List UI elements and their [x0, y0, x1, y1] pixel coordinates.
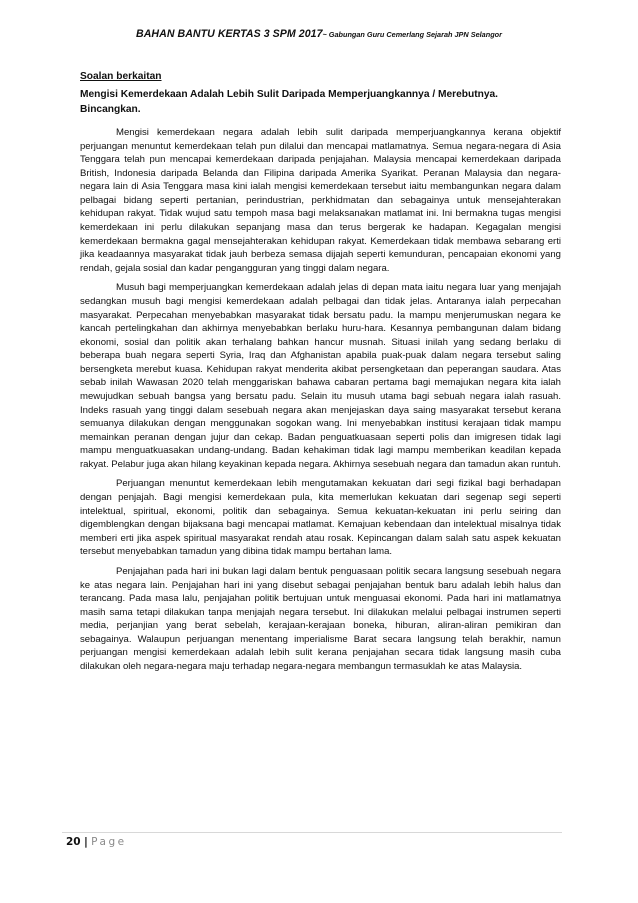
- page-label: Page: [91, 836, 127, 848]
- footer-divider: [62, 832, 562, 833]
- page-footer: [66, 836, 127, 848]
- header-subtitle: ~ Gabungan Guru Cemerlang Sejarah JPN Selangor: [322, 30, 502, 39]
- section-label: Soalan berkaitan: [80, 71, 162, 82]
- document-body: [80, 70, 561, 680]
- paragraph-3: Perjuangan menuntut kemerdekaan lebih mengutamakan kekuatan dari segi fizikal bagi berhadapan dengan penjajah. Bagi mengisi kemerdekaan pula, kita memerlukan kekuatan dari segenap segi seperti intelektual, spiritual, ekonomi, politik dan sebagainya. Semua kekuatan-kekuatan ini perlu seiring dan digemblengkan dengan bijaksana bagi mencapai matlamat. Kemajuan kebendaan dan intelektual misalnya tidak memberi erti jika aspek spiritual masyarakat rendah atau rosak. Kepincangan dalam salah satu aspek kekuatan tersebut menyebabkan tamadun yang dibina tidak mampu bertahan lama.: [80, 478, 561, 558]
- paragraph-4: Penjajahan pada hari ini bukan lagi dalam bentuk penguasaan politik secara langsung sesebuah negara ke atas negara lain. Penjajahan hari ini yang disebut sebagai penjajahan bentuk baru adalah lebih halus dan terancang. Pada masa lalu, penjajahan politik bertujuan untuk menguasai ekonomi. Pada hari ini matlamatnya masih sama tetapi dilakukan tanpa menjajah negara tersebut. Ini dilakukan melalui pelbagai instrumen seperti media, perjanjian yang berat sebelah, kerajaan-kerajaan boneka, hiburan, aliran-aliran pemikiran dan sebagainya. Walaupun perjuangan menentang imperialisme Barat secara langsung telah berakhir, namun perjuangan mengisi kemerdekaan adalah lebih sulit kerana penjajahan secara tidak langsung masih cuba dilakukan oleh negara-negara maju terhadap negara-negara membangun termasuklah ke atas Malaysia.: [80, 565, 561, 672]
- header-title: BAHAN BANTU KERTAS 3 SPM 2017: [136, 28, 323, 40]
- page-header: [0, 24, 638, 42]
- footer-separator: |: [83, 836, 88, 848]
- paragraph-2: Musuh bagi memperjuangkan kemerdekaan adalah jelas di depan mata iaitu negara luar yang menjajah sedangkan musuh bagi mengisi kemerdekaan adalah pelbagai dan tidak jelas. Antaranya ialah perpecahan masyarakat. Perpecahan menyebabkan masyarakat tidak bersatu padu. Ia mampu menjerumuskan negara ke kancah pertelingkahan dan akhirnya menyebabkan berlaku huru-hara. Kesannya pembangunan dalam bidang ekonomi, sosial dan politik akan terhalang bahkan hancur musnah. Situasi inilah yang sedang berlaku di beberapa buah negara seperti Syria, Iraq dan Afghanistan apabila puak-puak dalam negara tersebut saling bersengketa merebut kuasa. Kehidupan rakyat menderita akibat persengketaan dan peperangan saudara. Atas sebab inilah Wawasan 2020 telah menggariskan bahawa cabaran pertama bagi memajukan negara kita ialah mewujudkan sebuah bangsa yang bersatu padu. Selain itu musuh utama bagi sebuah negara ialah rasuah. Indeks rasuah yang tinggi dalam sesebuah negara akan menjejaskan daya saing masyarakat tersebut kerana semuanya dilakukan dengan menggunakan sogokan wang. Ini menyebabkan institusi kerajaan tidak mampu memainkan peranan dengan jujur dan cekap. Badan penguatkuasaan seperti polis dan imigresen tidak lagi mampu menguatkuasakan undang-undang. Badan kehakiman tidak lagi mampu memberikan keadilan kepada rakyat. Pelabur juga akan hilang keyakinan kepada negara. Akhirnya sesebuah negara dan tamadun akan runtuh.: [80, 282, 561, 470]
- paragraph-1: Mengisi kemerdekaan negara adalah lebih sulit daripada memperjuangkannya kerana objektif perjuangan menuntut kemerdekaan telah pun dilalui dan mencapai matlamatnya. Semua negara-negara di Asia Tenggara telah pun mencapai kemerdekaan daripada penjajahan. Malaysia mencapai kemerdekaan daripada British, Indonesia daripada Belanda dan Filipina daripada Amerika Syarikat. Peranan Malaysia dan negara-negara lain di Asia Tenggara masa kini ialah mengisi kemerdekaan tersebut iaitu membangunkan negara dalam pelbagai bidang seperti pertanian, perindustrian, perkhidmatan dan sebagainya untuk mensejahterakan kehidupan rakyat. Tidak wujud satu tempoh masa bagi melaksanakan matlamat ini. Ini bermakna tugas mengisi kemerdekaan ini perlu dilakukan sepanjang masa dan terus bergerak ke hadapan. Kegagalan mengisi kemerdekaan bermakna gagal mensejahterakan kehidupan rakyat. Kemerdekaan tidak membawa sebarang erti jika keadaannya masyarakat tidak jauh berbeza semasa dijajah seperti kemunduran, pencapaian ekonomi yang rendah, gejala sosial dan kadar pengangguran yang tinggi dalam negara.: [80, 127, 561, 274]
- essay-question: Mengisi Kemerdekaan Adalah Lebih Sulit Daripada Memperjuangkannya / Merebutnya. Bincangkan.: [80, 89, 498, 115]
- page-number: 20: [66, 836, 81, 848]
